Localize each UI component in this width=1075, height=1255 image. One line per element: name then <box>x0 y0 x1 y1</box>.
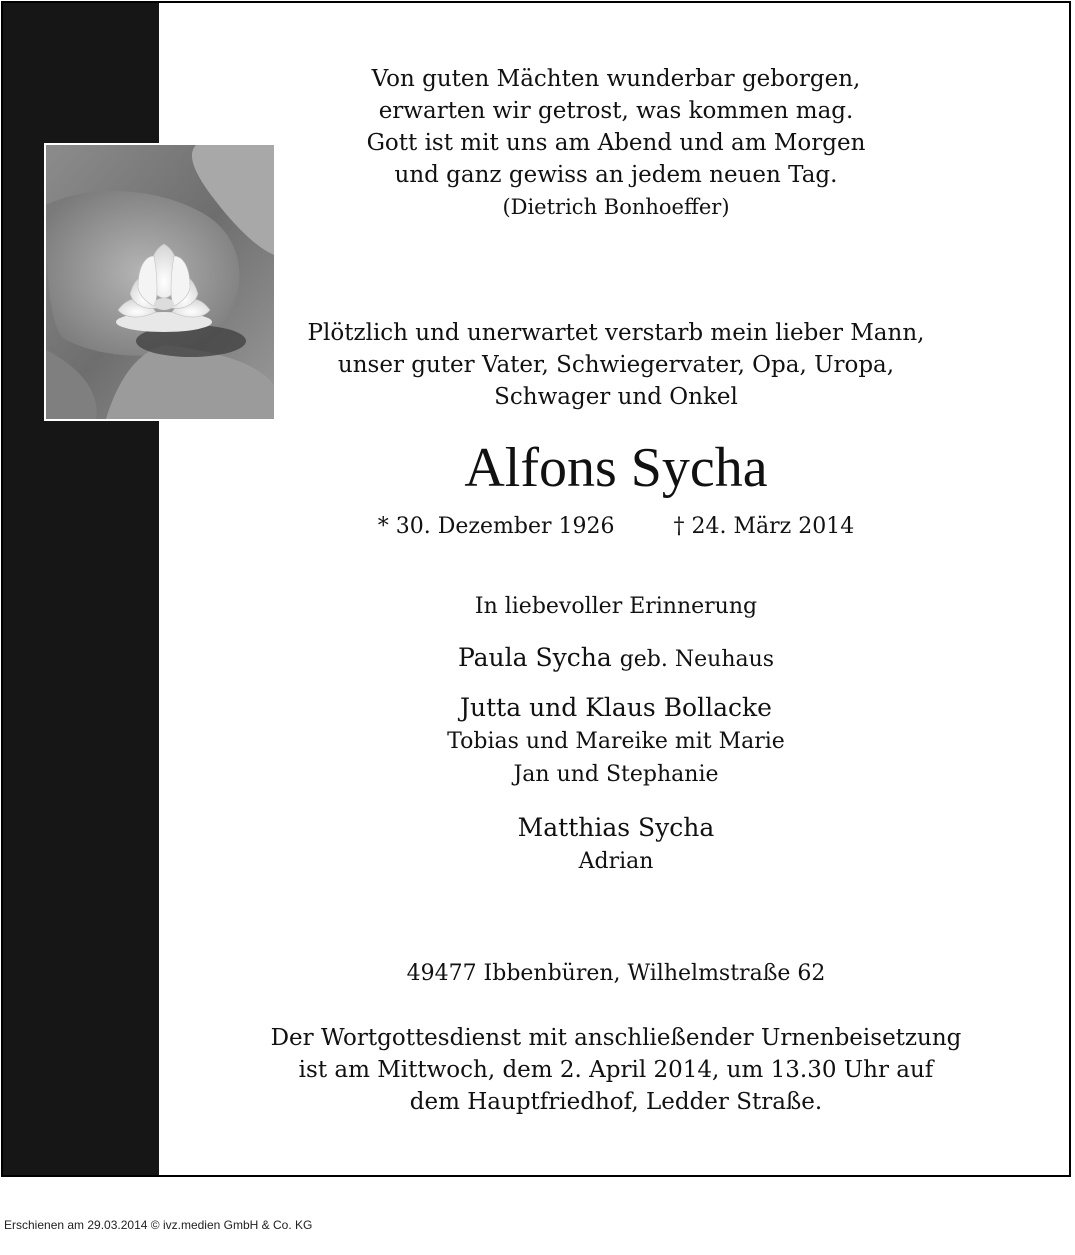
obituary-content <box>163 3 1069 1175</box>
mourner-name: Matthias Sycha <box>517 813 715 842</box>
mourner-name: Jutta und Klaus Bollacke <box>460 693 772 722</box>
mourner-sub: Jan und Stephanie <box>513 762 719 787</box>
mourner-sub: Tobias und Mareike mit Marie <box>447 729 785 754</box>
bonhoeffer-quote <box>163 63 1069 223</box>
publication-footer: Erschienen am 29.03.2014 © ivz.medien GmbH & Co. KG <box>4 1218 313 1232</box>
death-date: † 24. März 2014 <box>673 514 855 539</box>
mourner-group <box>163 811 1069 878</box>
announcement-line: Schwager und Onkel <box>494 384 738 410</box>
obituary-frame <box>1 1 1071 1177</box>
mourner-name: Paula Sycha <box>457 643 612 672</box>
mourner-group <box>163 641 1069 677</box>
quote-line: Gott ist mit uns am Abend und am Morgen <box>366 130 866 156</box>
quote-source: (Dietrich Bonhoeffer) <box>502 195 730 219</box>
birth-date: * 30. Dezember 1926 <box>377 514 615 539</box>
address: 49477 Ibbenbüren, Wilhelmstraße 62 <box>406 961 826 986</box>
quote-line: und ganz gewiss an jedem neuen Tag. <box>394 162 838 188</box>
service-line: ist am Mittwoch, dem 2. April 2014, um 13.30 Uhr auf <box>298 1057 934 1083</box>
service-info <box>163 1022 1069 1118</box>
service-line: Der Wortgottesdienst mit anschließender Urnenbeisetzung <box>270 1025 962 1051</box>
memory-heading: In liebevoller Erinnerung <box>474 594 758 619</box>
announcement-line: unser guter Vater, Schwiegervater, Opa, Uropa, <box>337 352 895 378</box>
life-dates <box>163 511 1069 543</box>
mourner-sub: Adrian <box>578 849 654 874</box>
mourner-group <box>163 691 1069 791</box>
quote-line: Von guten Mächten wunderbar geborgen, <box>371 66 861 92</box>
death-announcement <box>163 317 1069 413</box>
deceased-name: Alfons Sycha <box>464 437 768 499</box>
service-line: dem Hauptfriedhof, Ledder Straße. <box>409 1089 823 1115</box>
quote-line: erwarten wir getrost, was kommen mag. <box>378 98 854 124</box>
maiden-name: geb. Neuhaus <box>619 647 775 672</box>
announcement-line: Plötzlich und unerwartet verstarb mein lieber Mann, <box>307 320 925 346</box>
